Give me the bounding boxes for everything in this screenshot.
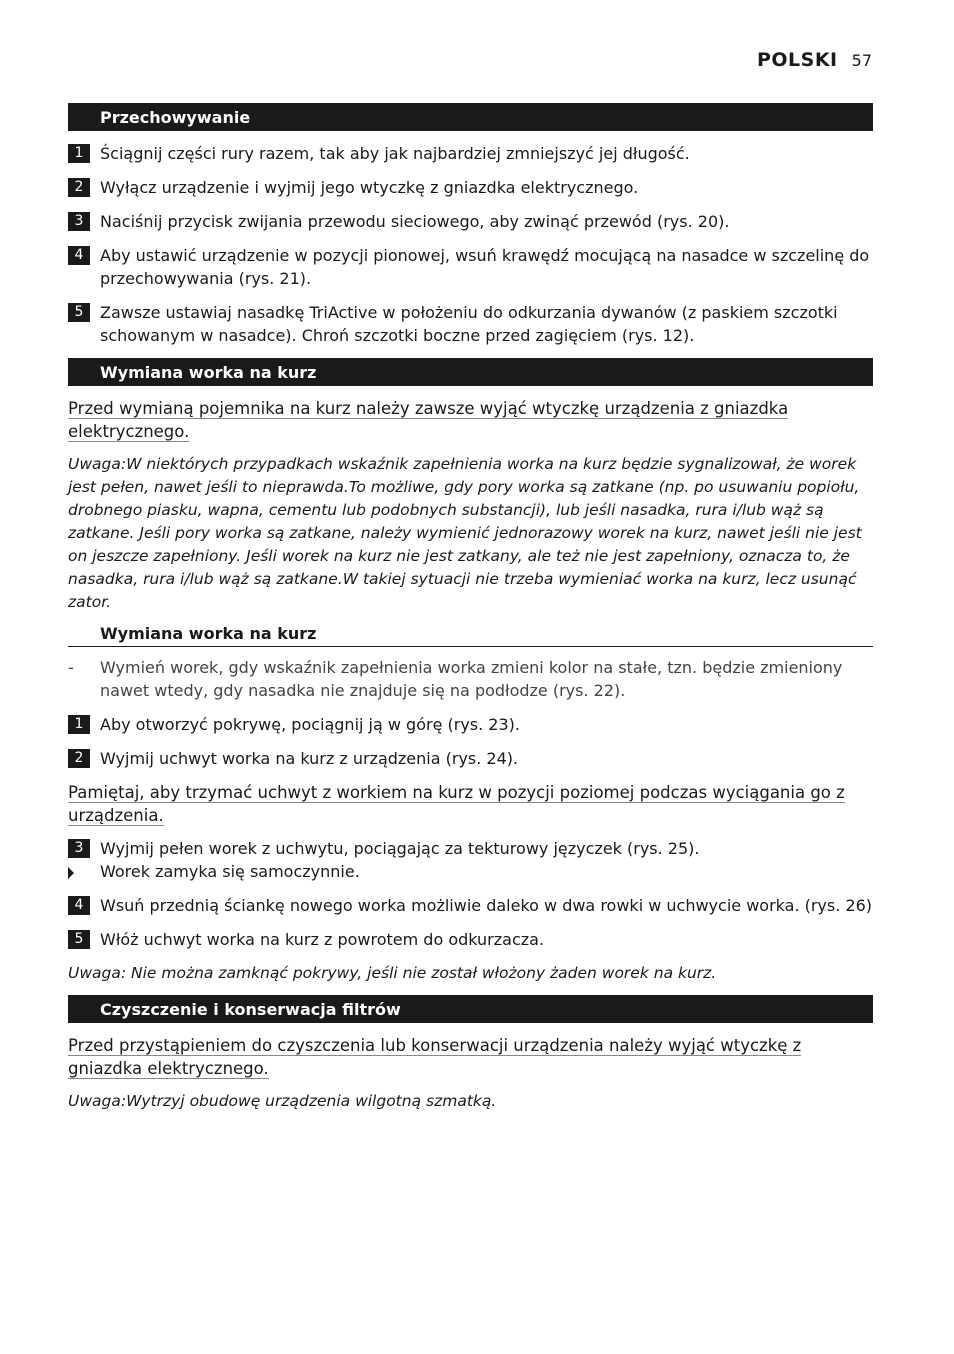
filters-warning xyxy=(68,1034,873,1080)
step-number: 4 xyxy=(68,246,90,265)
bag-note-2: Uwaga: Nie można zamknąć pokrywy, jeśli nie został włożony żaden worek na kurz. xyxy=(68,964,717,982)
section-title-filters: Czyszczenie i konserwacja filtrów xyxy=(68,995,873,1023)
step-text: Włóż uchwyt worka na kurz z powrotem do odkurzacza. xyxy=(100,930,545,949)
step-text: Wyłącz urządzenie i wyjmij jego wtyczkę z gniazdka elektrycznego. xyxy=(100,178,639,197)
storage-step-5 xyxy=(68,301,873,347)
storage-step-4 xyxy=(68,244,873,290)
step-number: 1 xyxy=(68,144,90,163)
result-text: Worek zamyka się samoczynnie. xyxy=(100,862,360,881)
dash-text: Wymień worek, gdy wskaźnik zapełnienia worka zmieni kolor na stałe, tzn. będzie zmieniony nawet wtedy, gdy nasadka nie znajduje się na podłodze (rys. 22). xyxy=(100,658,843,700)
step-number: 3 xyxy=(68,839,90,858)
step-text: Wyjmij uchwyt worka na kurz z urządzenia (rys. 24). xyxy=(100,749,519,768)
bag-step-4 xyxy=(68,894,873,917)
step-number: 2 xyxy=(68,178,90,197)
bag-warning xyxy=(68,397,873,443)
step-text: Ściągnij części rury razem, tak aby jak najbardziej zmniejszyć jej długość. xyxy=(100,144,690,163)
section-title-storage: Przechowywanie xyxy=(68,103,873,131)
page-header xyxy=(757,49,872,71)
step-number: 3 xyxy=(68,212,90,231)
step-number: 4 xyxy=(68,896,90,915)
bag-warning-text: Przed wymianą pojemnika na kurz należy zawsze wyjąć wtyczkę urządzenia z gniazdka elektrycznego. xyxy=(68,399,789,441)
bag-warning-2-text: Pamiętaj, aby trzymać uchwyt z workiem na kurz w pozycji poziomej podczas wyciągania go z urządzenia. xyxy=(68,783,845,825)
storage-step-2 xyxy=(68,176,873,199)
filters-note: Uwaga:Wytrzyj obudowę urządzenia wilgotną szmatką. xyxy=(68,1092,497,1110)
result-arrow-icon xyxy=(68,867,74,879)
step-text: Wyjmij pełen worek z uchwytu, pociągając za tekturowy języczek (rys. 25). xyxy=(100,839,700,858)
step-text: Aby otworzyć pokrywę, pociągnij ją w górę (rys. 23). xyxy=(100,715,520,734)
step-text: Wsuń przednią ściankę nowego worka możliwie daleko w dwa rowki w uchwycie worka. (rys. 26) xyxy=(100,896,873,915)
step-number: 1 xyxy=(68,715,90,734)
bag-step-1 xyxy=(68,713,873,736)
step-text: Naciśnij przycisk zwijania przewodu sieciowego, aby zwinąć przewód (rys. 20). xyxy=(100,212,730,231)
language-label: POLSKI xyxy=(756,49,838,71)
bag-step-2 xyxy=(68,747,873,770)
bag-subtitle: Wymiana worka na kurz xyxy=(68,624,873,647)
bag-step-3 xyxy=(68,837,873,860)
step-number: 5 xyxy=(68,930,90,949)
page-content xyxy=(68,103,873,1123)
bag-note: Uwaga:W niektórych przypadkach wskaźnik zapełnienia worka na kurz będzie sygnalizował, że worek jest pełen, nawet jeśli to nieprawda.To możliwe, gdy pory worka są zatkane (np. po usuwaniu popiołu, drobnego piasku, wapna, cementu lub podobnych substancji), lub jeśli nasadka, rura i/lub wąż są zatkane. Jeśli pory worka są zatkane, należy wymienić jednorazowy worek na kurz, nawet jeśli nie jest on jeszcze zapełniony. Jeśli worek na kurz nie jest zatkany, ale też nie jest zapełniony, oznacza to, że nasadka, rura i/lub wąż są zatkane.W takiej sytuacji nie trzeba wymieniać worka na kurz, lecz usunąć zator. xyxy=(68,455,862,611)
bag-step-5 xyxy=(68,928,873,951)
step-number: 2 xyxy=(68,749,90,768)
bag-step-3-result xyxy=(68,860,873,883)
storage-step-3 xyxy=(68,210,873,233)
step-number: 5 xyxy=(68,303,90,322)
storage-step-1 xyxy=(68,142,873,165)
step-text: Aby ustawić urządzenie w pozycji pionowej, wsuń krawędź mocującą na nasadce w szczelinę do przechowywania (rys. 21). xyxy=(100,246,870,288)
dash-bullet: - xyxy=(68,658,74,677)
page-number: 57 xyxy=(851,51,872,70)
step-text: Zawsze ustawiaj nasadkę TriActive w położeniu do odkurzania dywanów (z paskiem szczotki schowanym w nasadce). Chroń szczotki boczne przed zagięciem (rys. 12). xyxy=(100,303,838,345)
section-title-bag: Wymiana worka na kurz xyxy=(68,358,873,386)
bag-warning-2 xyxy=(68,781,873,827)
filters-warning-text: Przed przystąpieniem do czyszczenia lub konserwacji urządzenia należy wyjąć wtyczkę z gniazdka elektrycznego. xyxy=(68,1036,802,1078)
bag-dash-item xyxy=(68,656,873,702)
